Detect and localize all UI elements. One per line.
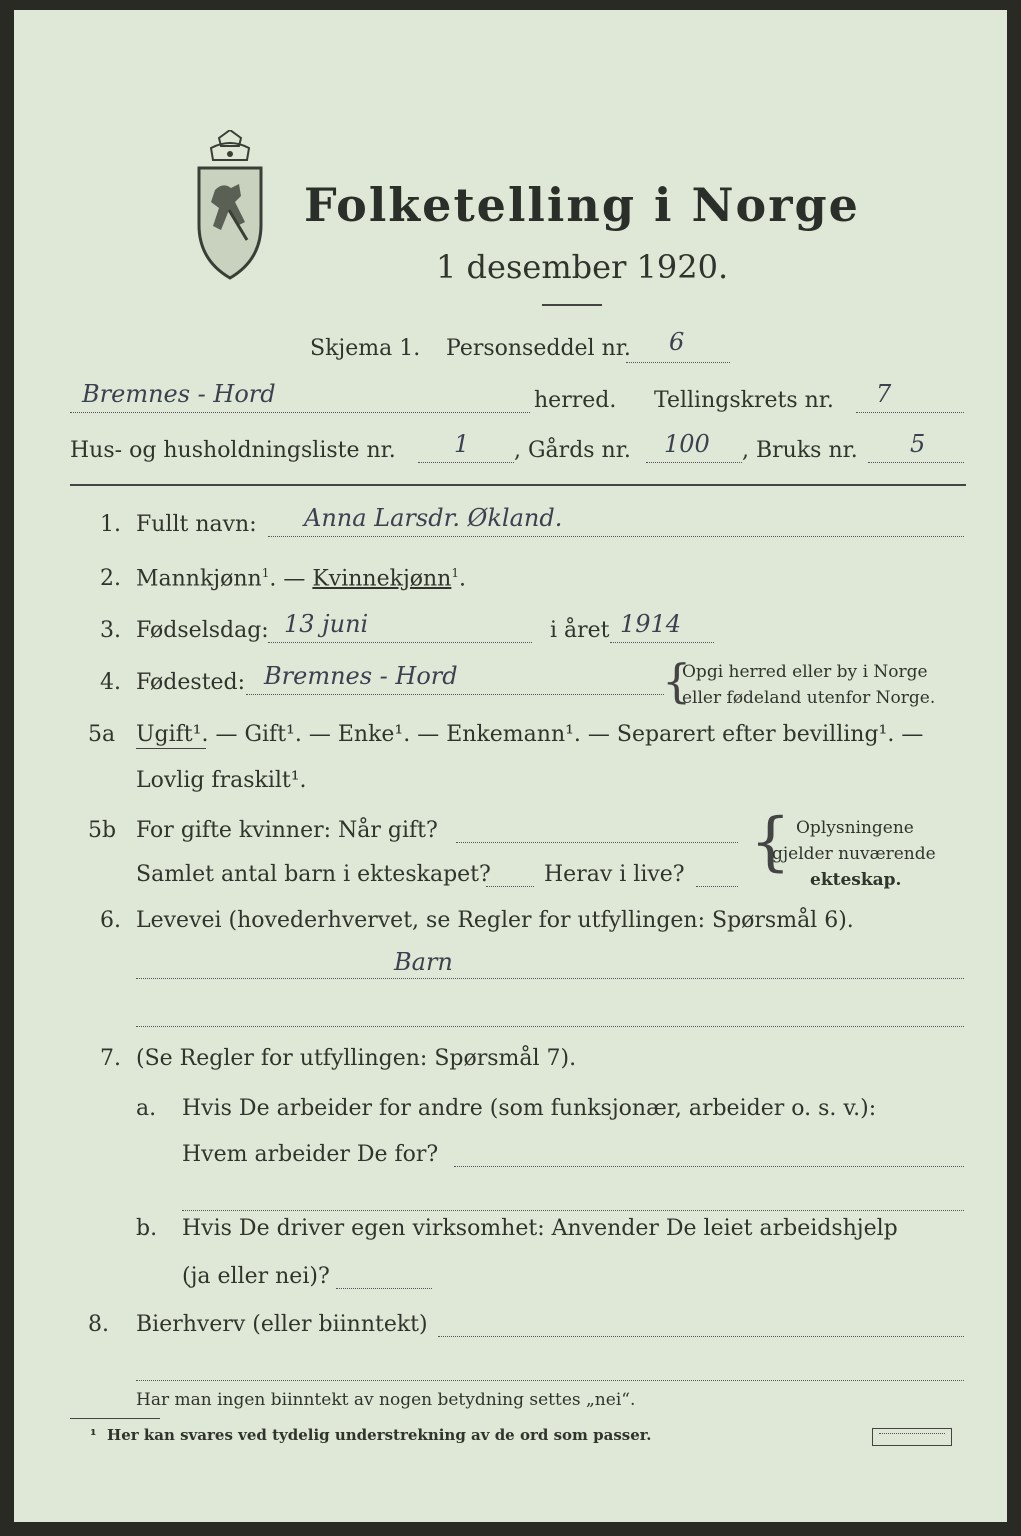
- marital-options-line2[interactable]: Lovlig fraskilt¹.: [136, 768, 307, 793]
- q5b-brace: {: [750, 805, 791, 879]
- divider: [542, 304, 602, 306]
- hus-label: Hus- og husholdningsliste nr.: [70, 438, 396, 463]
- occupation-value[interactable]: Barn: [394, 948, 453, 976]
- q7a-letter: a.: [136, 1096, 157, 1121]
- q6-number: 6.: [100, 908, 121, 933]
- census-form: [14, 10, 1007, 1522]
- q3-number: 3.: [100, 618, 121, 643]
- bruks-label: , Bruks nr.: [742, 438, 858, 463]
- q5b-note-1: Oplysningene: [796, 818, 914, 838]
- herred-value[interactable]: Bremnes - Hord: [82, 380, 276, 408]
- hus-value[interactable]: 1: [454, 430, 470, 458]
- q5b-number: 5b: [88, 818, 117, 843]
- q7-label: (Se Regler for utfyllingen: Spørsmål 7).: [136, 1046, 577, 1071]
- q7-number: 7.: [100, 1046, 121, 1071]
- footnote: ¹ Her kan svares ved tydelig understrekning av de ord som passer.: [90, 1426, 652, 1444]
- q7b-letter: b.: [136, 1216, 158, 1241]
- bruks-value[interactable]: 5: [910, 430, 926, 458]
- birthplace-value[interactable]: Bremnes - Hord: [264, 662, 458, 690]
- q5b-note-3: ekteskap.: [810, 870, 902, 890]
- q7b-question: (ja eller nei)?: [182, 1264, 330, 1289]
- q7a-question: Hvem arbeider De for?: [182, 1142, 439, 1167]
- birth-day-value[interactable]: 13 juni: [284, 610, 369, 638]
- q5b-label-3: Herav i live?: [544, 862, 685, 887]
- q2-number: 2.: [100, 566, 121, 591]
- birth-year-value[interactable]: 1914: [620, 610, 682, 638]
- q6-label: Levevei (hovederhvervet, se Regler for utfyllingen: Spørsmål 6).: [136, 908, 854, 933]
- coat-of-arms-icon: [189, 130, 271, 280]
- full-name-value[interactable]: Anna Larsdr. Økland.: [304, 504, 563, 532]
- q7b-label: Hvis De driver egen virksomhet: Anvender De leiet arbeidshjelp: [182, 1216, 898, 1241]
- q1-label: Fullt navn:: [136, 512, 257, 537]
- q3-label: Fødselsdag:: [136, 618, 269, 643]
- year-label: i året: [550, 618, 610, 643]
- schema-label: Skjema 1.: [310, 336, 421, 361]
- tellingskrets-label: Tellingskrets nr.: [654, 388, 834, 413]
- q5b-label-2: Samlet antal barn i ekteskapet?: [136, 862, 491, 887]
- q7a-label: Hvis De arbeider for andre (som funksjonær, arbeider o. s. v.):: [182, 1096, 877, 1121]
- q4-hint-1: Opgi herred eller by i Norge: [682, 662, 928, 682]
- personseddel-value[interactable]: 6: [669, 328, 685, 356]
- gards-value[interactable]: 100: [664, 430, 710, 458]
- footer-note: Har man ingen biinntekt av nogen betydning settes „nei“.: [136, 1390, 636, 1410]
- header-rule: [70, 484, 966, 486]
- printer-stamp: [872, 1428, 952, 1446]
- ugift-underline: [136, 748, 206, 749]
- form-title: Folketelling i Norge: [304, 178, 860, 232]
- marital-options[interactable]: Ugift¹. — Gift¹. — Enke¹. — Enkemann¹. — Separert efter bevilling¹. —: [136, 722, 924, 747]
- gards-label: , Gårds nr.: [514, 438, 631, 463]
- tellingskrets-value[interactable]: 7: [876, 380, 892, 408]
- q4-brace: {: [662, 654, 692, 708]
- q5b-label-1: For gifte kvinner: Når gift?: [136, 818, 438, 843]
- footnote-rule: [70, 1418, 160, 1419]
- q1-number: 1.: [100, 512, 121, 537]
- q4-hint-2: eller fødeland utenfor Norge.: [682, 688, 936, 708]
- q5a-number: 5a: [88, 722, 116, 747]
- herred-label: herred.: [534, 388, 617, 413]
- q8-number: 8.: [88, 1312, 109, 1337]
- q4-number: 4.: [100, 670, 121, 695]
- male-option[interactable]: Mannkjønn: [136, 566, 262, 592]
- personseddel-label: Personseddel nr.: [446, 336, 631, 361]
- sex-options: Mannkjønn$^1$. — Kvinnekjønn$^1$.: [136, 566, 466, 592]
- form-date: 1 desember 1920.: [436, 248, 729, 286]
- q8-label: Bierhverv (eller biinntekt): [136, 1312, 428, 1337]
- female-option[interactable]: Kvinnekjønn: [312, 566, 452, 592]
- q4-label: Fødested:: [136, 670, 246, 695]
- q5b-note-2: gjelder nuværende: [772, 844, 936, 864]
